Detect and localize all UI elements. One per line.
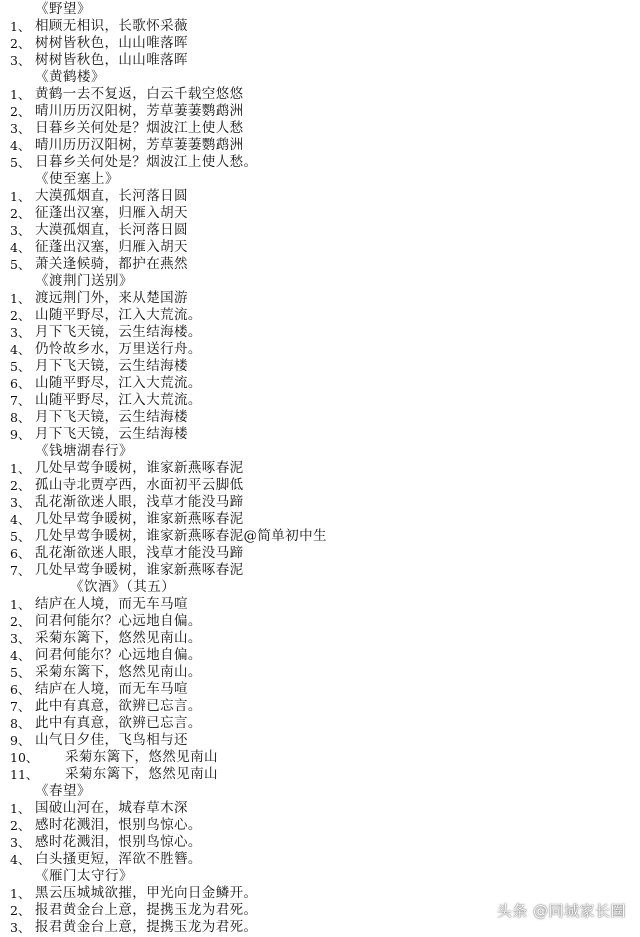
poem-line (0, 103, 640, 120)
line-number: 11、 (10, 767, 39, 782)
poem-line (0, 154, 640, 171)
line-number: 4、 (10, 240, 31, 255)
line-number: 1、 (10, 189, 31, 204)
poem-line (0, 919, 640, 936)
line-text: 大漠孤烟直，长河落日圆 (35, 222, 188, 238)
line-number: 2、 (10, 36, 31, 51)
line-number: 7、 (10, 563, 31, 578)
line-text: 几处早莺争暖树，谁家新燕啄春泥 (35, 562, 244, 578)
line-text: 晴川历历汉阳树，芳草萋萋鹦鹉洲 (35, 103, 244, 119)
poem-line (0, 409, 640, 426)
poem-line (0, 749, 640, 766)
line-text: 白头搔更短，浑欲不胜簪。 (35, 851, 202, 867)
line-text: 日暮乡关何处是？烟波江上使人愁 (35, 120, 244, 136)
watermark: 头条 @同城家长圈 (496, 902, 626, 920)
line-number: 8、 (10, 716, 31, 731)
line-text: 征蓬出汉塞，归雁入胡天 (35, 205, 188, 221)
line-number: 1、 (10, 886, 31, 901)
line-number: 3、 (10, 835, 31, 850)
poem-line (0, 86, 640, 103)
line-number: 1、 (10, 87, 31, 102)
poem-line (0, 375, 640, 392)
line-number: 6、 (10, 682, 31, 697)
line-text: 月下飞天镜，云生结海楼 (35, 426, 188, 442)
line-number: 9、 (10, 427, 31, 442)
poem-line (0, 35, 640, 52)
line-text: 几处早莺争暖树，谁家新燕啄春泥 (35, 511, 244, 527)
line-number: 3、 (10, 920, 31, 935)
line-text: 采菊东篱下，悠然见南山。 (35, 664, 202, 680)
line-text: 感时花溅泪，恨别鸟惊心。 (35, 817, 202, 833)
poem-line (0, 307, 640, 324)
poem-line (0, 18, 640, 35)
line-text: 结庐在人境，而无车马喧 (35, 681, 188, 697)
poem-line (0, 681, 640, 698)
poem-title: 《饮酒》（其五） (70, 579, 176, 595)
line-text: 大漠孤烟直，长河落日圆 (35, 188, 188, 204)
poem-line (0, 647, 640, 664)
line-number: 7、 (10, 393, 31, 408)
line-text: 采菊东篱下，悠然见南山。 (35, 630, 202, 646)
line-text: 结庐在人境，而无车马喧 (35, 596, 188, 612)
line-number: 1、 (10, 801, 31, 816)
line-text: 渡远荆门外，来从楚国游 (35, 290, 188, 306)
line-number: 3、 (10, 325, 31, 340)
poem-line (0, 732, 640, 749)
line-text: 征蓬出汉塞，归雁入胡天 (35, 239, 188, 255)
line-text: 几处早莺争暖树，谁家新燕啄春泥 (35, 460, 244, 476)
line-number: 4、 (10, 648, 31, 663)
line-number: 2、 (10, 478, 31, 493)
line-text: 采菊东篱下，悠然见南山 (65, 766, 218, 782)
line-text: 萧关逢候骑，都护在燕然 (35, 256, 188, 272)
line-number: 5、 (10, 665, 31, 680)
line-number: 5、 (10, 155, 31, 170)
line-text: 树树皆秋色，山山唯落晖 (35, 52, 188, 68)
line-text: 山随平野尽，江入大荒流。 (35, 307, 202, 323)
poem-title: 《春望》 (35, 783, 91, 799)
line-number: 1、 (10, 19, 31, 34)
line-number: 2、 (10, 614, 31, 629)
line-text: 报君黄金台上意，提携玉龙为君死。 (35, 919, 258, 935)
poem-line (0, 613, 640, 630)
poem-line (0, 698, 640, 715)
line-number: 5、 (10, 257, 31, 272)
poem-title: 《钱塘湖春行》 (35, 443, 133, 459)
line-text: 山气日夕佳，飞鸟相与还 (35, 732, 188, 748)
poem-line (0, 562, 640, 579)
poem-line (0, 664, 640, 681)
line-number: 1、 (10, 291, 31, 306)
line-number: 3、 (10, 121, 31, 136)
line-number: 9、 (10, 733, 31, 748)
line-text: 黄鹤一去不复返，白云千载空悠悠 (35, 86, 244, 102)
line-number: 2、 (10, 818, 31, 833)
line-number: 2、 (10, 206, 31, 221)
poem-title: 《黄鹤楼》 (35, 69, 105, 85)
line-number: 7、 (10, 699, 31, 714)
poem-line (0, 256, 640, 273)
line-text: 月下飞天镜，云生结海楼 (35, 409, 188, 425)
poem-line (0, 477, 640, 494)
poem-line (0, 392, 640, 409)
line-number: 5、 (10, 529, 31, 544)
poem-line (0, 205, 640, 222)
poem-line (0, 120, 640, 137)
line-text: 月下飞天镜，云生结海楼 (35, 358, 188, 374)
line-number: 8、 (10, 410, 31, 425)
poem-line (0, 426, 640, 443)
poem-line (0, 630, 640, 647)
line-text: 乱花渐欲迷人眼，浅草才能没马蹄 (35, 494, 244, 510)
line-text: 日暮乡关何处是？烟波江上使人愁。 (35, 154, 258, 170)
poem-line (0, 137, 640, 154)
poem-line (0, 545, 640, 562)
line-text: 国破山河在，城春草木深 (35, 800, 188, 816)
poem-line (0, 800, 640, 817)
line-text: 问君何能尔？心远地自偏。 (35, 613, 202, 629)
line-number: 10、 (10, 750, 39, 765)
poem-line (0, 511, 640, 528)
line-text: 山随平野尽，江入大荒流。 (35, 392, 202, 408)
line-text: 报君黄金台上意，提携玉龙为君死。 (35, 902, 258, 918)
poem-line (0, 715, 640, 732)
poem-title: 《使至塞上》 (35, 171, 119, 187)
line-number: 1、 (10, 461, 31, 476)
line-text: 乱花渐欲迷人眼，浅草才能没马蹄 (35, 545, 244, 561)
line-number: 4、 (10, 852, 31, 867)
line-number: 6、 (10, 546, 31, 561)
line-number: 4、 (10, 512, 31, 527)
line-number: 5、 (10, 359, 31, 374)
poem-line (0, 239, 640, 256)
line-number: 3、 (10, 495, 31, 510)
line-text: 相顾无相识，长歌怀采薇 (35, 18, 188, 34)
poem-line (0, 494, 640, 511)
poem-line (0, 834, 640, 851)
poem-line (0, 290, 640, 307)
line-text: 仍怜故乡水，万里送行舟。 (35, 341, 202, 357)
poem-line (0, 528, 640, 545)
line-text: 此中有真意，欲辨已忘言。 (35, 698, 202, 714)
line-number: 2、 (10, 308, 31, 323)
line-text: 晴川历历汉阳树，芳草萋萋鹦鹉洲 (35, 137, 244, 153)
poem-line (0, 222, 640, 239)
poem-line (0, 817, 640, 834)
poem-line (0, 460, 640, 477)
poem-title: 《渡荆门送别》 (35, 273, 133, 289)
line-text: 问君何能尔？心远地自偏。 (35, 647, 202, 663)
line-number: 4、 (10, 342, 31, 357)
line-text: 感时花溅泪，恨别鸟惊心。 (35, 834, 202, 850)
poem-line (0, 324, 640, 341)
poem-line (0, 766, 640, 783)
line-number: 3、 (10, 53, 31, 68)
line-text: 树树皆秋色，山山唯落晖 (35, 35, 188, 51)
poem-line (0, 52, 640, 69)
line-text: 孤山寺北贾亭西，水面初平云脚低 (35, 477, 244, 493)
poem-title: 《雁门太守行》 (35, 868, 133, 884)
line-text: 月下飞天镜，云生结海楼。 (35, 324, 202, 340)
line-text: 此中有真意，欲辨已忘言。 (35, 715, 202, 731)
line-number: 4、 (10, 138, 31, 153)
poem-line (0, 341, 640, 358)
poem-line (0, 851, 640, 868)
poem-line (0, 358, 640, 375)
line-number: 2、 (10, 903, 31, 918)
poem-title: 《野望》 (35, 1, 91, 17)
line-text: 采菊东篱下，悠然见南山 (65, 749, 218, 765)
line-text: 黑云压城城欲摧，甲光向日金鳞开。 (35, 885, 258, 901)
line-number: 2、 (10, 104, 31, 119)
line-number: 3、 (10, 631, 31, 646)
line-text: 几处早莺争暖树，谁家新燕啄春泥@简单初中生 (35, 528, 327, 544)
poem-line (0, 188, 640, 205)
poem-line (0, 596, 640, 613)
line-number: 6、 (10, 376, 31, 391)
line-number: 1、 (10, 597, 31, 612)
line-text: 山随平野尽，江入大荒流。 (35, 375, 202, 391)
line-number: 3、 (10, 223, 31, 238)
